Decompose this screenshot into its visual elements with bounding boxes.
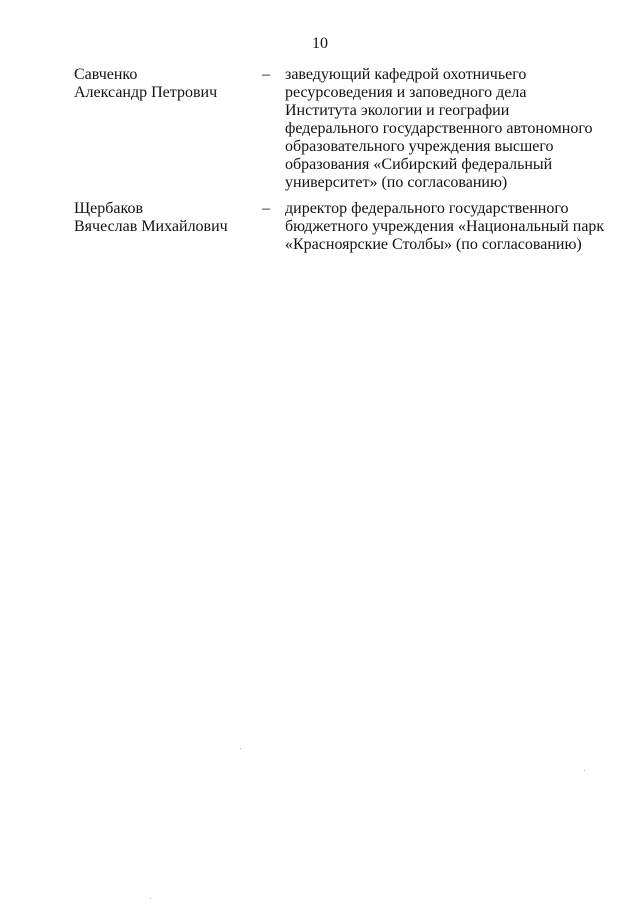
member-name xyxy=(74,66,249,102)
position-line: заведующий кафедрой охотничьего xyxy=(285,66,527,83)
position-line: федерального государственного автономного xyxy=(285,120,593,137)
scan-speck xyxy=(150,898,151,899)
page-number: 10 xyxy=(312,35,328,52)
position-line: образования «Сибирский федеральный xyxy=(285,156,553,173)
position-line: университет» (по согласованию) xyxy=(285,174,508,191)
scan-speck xyxy=(240,748,241,749)
member-position xyxy=(285,200,615,254)
entry-dash: – xyxy=(262,200,270,217)
member-name xyxy=(74,200,249,236)
entry-dash: – xyxy=(262,66,270,83)
position-line: директор федерального государственного xyxy=(285,200,569,217)
position-line: образовательного учреждения высшего xyxy=(285,138,554,155)
member-given-names: Александр Петрович xyxy=(74,84,218,101)
member-given-names: Вячеслав Михайлович xyxy=(74,218,228,235)
position-line: ресурсоведения и заповедного дела xyxy=(285,84,527,101)
position-line: «Красноярские Столбы» (по согласованию) xyxy=(285,236,582,253)
member-surname: Щербаков xyxy=(74,200,143,217)
position-line: бюджетного учреждения «Национальный парк xyxy=(285,218,605,235)
member-position xyxy=(285,66,615,192)
member-surname: Савченко xyxy=(74,66,138,83)
position-line: Института экологии и географии xyxy=(285,102,510,119)
scan-speck xyxy=(584,770,585,771)
